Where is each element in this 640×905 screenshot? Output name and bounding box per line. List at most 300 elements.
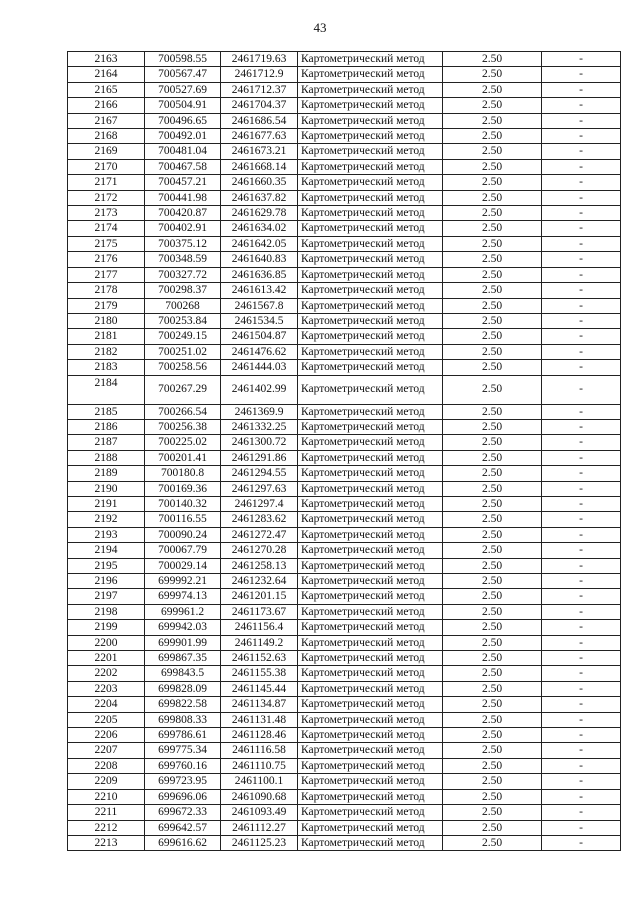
x-coordinate-cell: 700258.56 xyxy=(145,360,221,375)
accuracy-cell: 2.50 xyxy=(443,527,542,542)
method-cell: Картометрический метод xyxy=(298,620,443,635)
y-coordinate-cell: 2461270.28 xyxy=(221,543,298,558)
accuracy-cell: 2.50 xyxy=(443,344,542,359)
table-row xyxy=(68,113,621,128)
note-cell: - xyxy=(542,558,621,573)
y-coordinate-cell: 2461567.8 xyxy=(221,298,298,313)
accuracy-cell: 2.50 xyxy=(443,466,542,481)
accuracy-cell: 2.50 xyxy=(443,113,542,128)
note-cell: - xyxy=(542,175,621,190)
y-coordinate-cell: 2461444.03 xyxy=(221,360,298,375)
accuracy-cell: 2.50 xyxy=(443,651,542,666)
y-coordinate-cell: 2461300.72 xyxy=(221,435,298,450)
x-coordinate-cell: 699808.33 xyxy=(145,712,221,727)
note-cell: - xyxy=(542,267,621,282)
table-row xyxy=(68,635,621,650)
point-number-cell: 2190 xyxy=(68,481,145,496)
note-cell: - xyxy=(542,697,621,712)
table-row xyxy=(68,221,621,236)
table-row xyxy=(68,360,621,375)
point-number-cell: 2173 xyxy=(68,206,145,221)
table-row xyxy=(68,697,621,712)
method-cell: Картометрический метод xyxy=(298,666,443,681)
method-cell: Картометрический метод xyxy=(298,651,443,666)
point-number-cell: 2172 xyxy=(68,190,145,205)
x-coordinate-cell: 699901.99 xyxy=(145,635,221,650)
point-number-cell: 2171 xyxy=(68,175,145,190)
method-cell: Картометрический метод xyxy=(298,527,443,542)
point-number-cell: 2189 xyxy=(68,466,145,481)
note-cell: - xyxy=(542,789,621,804)
point-number-cell: 2199 xyxy=(68,620,145,635)
method-cell: Картометрический метод xyxy=(298,604,443,619)
method-cell: Картометрический метод xyxy=(298,267,443,282)
note-cell: - xyxy=(542,574,621,589)
x-coordinate-cell: 700492.01 xyxy=(145,129,221,144)
x-coordinate-cell: 700116.55 xyxy=(145,512,221,527)
x-coordinate-cell: 699786.61 xyxy=(145,728,221,743)
y-coordinate-cell: 2461719.63 xyxy=(221,52,298,67)
coordinates-table xyxy=(67,51,621,851)
method-cell: Картометрический метод xyxy=(298,360,443,375)
point-number-cell: 2180 xyxy=(68,313,145,328)
note-cell: - xyxy=(542,543,621,558)
note-cell: - xyxy=(542,360,621,375)
method-cell: Картометрический метод xyxy=(298,236,443,251)
method-cell: Картометрический метод xyxy=(298,697,443,712)
accuracy-cell: 2.50 xyxy=(443,789,542,804)
x-coordinate-cell: 700481.04 xyxy=(145,144,221,159)
method-cell: Картометрический метод xyxy=(298,98,443,113)
y-coordinate-cell: 2461677.63 xyxy=(221,129,298,144)
note-cell: - xyxy=(542,67,621,82)
y-coordinate-cell: 2461640.83 xyxy=(221,252,298,267)
point-number-cell: 2182 xyxy=(68,344,145,359)
accuracy-cell: 2.50 xyxy=(443,190,542,205)
table-row xyxy=(68,236,621,251)
x-coordinate-cell: 699672.33 xyxy=(145,805,221,820)
method-cell: Картометрический метод xyxy=(298,712,443,727)
point-number-cell: 2211 xyxy=(68,805,145,820)
x-coordinate-cell: 699723.95 xyxy=(145,774,221,789)
table-row xyxy=(68,604,621,619)
note-cell: - xyxy=(542,159,621,174)
method-cell: Картометрический метод xyxy=(298,558,443,573)
accuracy-cell: 2.50 xyxy=(443,283,542,298)
point-number-cell: 2178 xyxy=(68,283,145,298)
note-cell: - xyxy=(542,728,621,743)
x-coordinate-cell: 700201.41 xyxy=(145,450,221,465)
accuracy-cell: 2.50 xyxy=(443,329,542,344)
y-coordinate-cell: 2461534.5 xyxy=(221,313,298,328)
y-coordinate-cell: 2461258.13 xyxy=(221,558,298,573)
table-row xyxy=(68,267,621,282)
table-row xyxy=(68,175,621,190)
y-coordinate-cell: 2461634.02 xyxy=(221,221,298,236)
y-coordinate-cell: 2461116.58 xyxy=(221,743,298,758)
y-coordinate-cell: 2461093.49 xyxy=(221,805,298,820)
y-coordinate-cell: 2461712.37 xyxy=(221,82,298,97)
table-row xyxy=(68,558,621,573)
table-row xyxy=(68,543,621,558)
y-coordinate-cell: 2461291.86 xyxy=(221,450,298,465)
table-row xyxy=(68,712,621,727)
accuracy-cell: 2.50 xyxy=(443,558,542,573)
note-cell: - xyxy=(542,298,621,313)
point-number-cell: 2174 xyxy=(68,221,145,236)
x-coordinate-cell: 699775.34 xyxy=(145,743,221,758)
method-cell: Картометрический метод xyxy=(298,404,443,419)
point-number-cell: 2194 xyxy=(68,543,145,558)
point-number-cell: 2212 xyxy=(68,820,145,835)
table-row xyxy=(68,435,621,450)
table-row xyxy=(68,743,621,758)
point-number-cell: 2193 xyxy=(68,527,145,542)
x-coordinate-cell: 700225.02 xyxy=(145,435,221,450)
x-coordinate-cell: 700298.37 xyxy=(145,283,221,298)
table-row xyxy=(68,190,621,205)
table-row xyxy=(68,620,621,635)
table-row xyxy=(68,404,621,419)
note-cell: - xyxy=(542,404,621,419)
point-number-cell: 2197 xyxy=(68,589,145,604)
x-coordinate-cell: 700567.47 xyxy=(145,67,221,82)
note-cell: - xyxy=(542,774,621,789)
point-number-cell: 2196 xyxy=(68,574,145,589)
accuracy-cell: 2.50 xyxy=(443,419,542,434)
note-cell: - xyxy=(542,820,621,835)
accuracy-cell: 2.50 xyxy=(443,512,542,527)
note-cell: - xyxy=(542,805,621,820)
point-number-cell: 2187 xyxy=(68,435,145,450)
note-cell: - xyxy=(542,712,621,727)
y-coordinate-cell: 2461294.55 xyxy=(221,466,298,481)
point-number-cell: 2167 xyxy=(68,113,145,128)
table-row xyxy=(68,681,621,696)
method-cell: Картометрический метод xyxy=(298,190,443,205)
accuracy-cell: 2.50 xyxy=(443,206,542,221)
point-number-cell: 2163 xyxy=(68,52,145,67)
x-coordinate-cell: 700090.24 xyxy=(145,527,221,542)
x-coordinate-cell: 700598.55 xyxy=(145,52,221,67)
y-coordinate-cell: 2461201.15 xyxy=(221,589,298,604)
accuracy-cell: 2.50 xyxy=(443,543,542,558)
note-cell: - xyxy=(542,589,621,604)
x-coordinate-cell: 700251.02 xyxy=(145,344,221,359)
x-coordinate-cell: 700457.21 xyxy=(145,175,221,190)
y-coordinate-cell: 2461402.99 xyxy=(221,375,298,404)
note-cell: - xyxy=(542,527,621,542)
x-coordinate-cell: 700467.58 xyxy=(145,159,221,174)
table-row xyxy=(68,481,621,496)
table-row xyxy=(68,450,621,465)
table-row xyxy=(68,206,621,221)
point-number-cell: 2186 xyxy=(68,419,145,434)
method-cell: Картометрический метод xyxy=(298,313,443,328)
x-coordinate-cell: 699867.35 xyxy=(145,651,221,666)
y-coordinate-cell: 2461110.75 xyxy=(221,758,298,773)
method-cell: Картометрический метод xyxy=(298,129,443,144)
method-cell: Картометрический метод xyxy=(298,589,443,604)
x-coordinate-cell: 700375.12 xyxy=(145,236,221,251)
y-coordinate-cell: 2461155.38 xyxy=(221,666,298,681)
method-cell: Картометрический метод xyxy=(298,206,443,221)
method-cell: Картометрический метод xyxy=(298,435,443,450)
x-coordinate-cell: 700348.59 xyxy=(145,252,221,267)
note-cell: - xyxy=(542,283,621,298)
y-coordinate-cell: 2461112.27 xyxy=(221,820,298,835)
table-row xyxy=(68,82,621,97)
accuracy-cell: 2.50 xyxy=(443,728,542,743)
method-cell: Картометрический метод xyxy=(298,681,443,696)
x-coordinate-cell: 700441.98 xyxy=(145,190,221,205)
x-coordinate-cell: 700402.91 xyxy=(145,221,221,236)
point-number-cell: 2170 xyxy=(68,159,145,174)
method-cell: Картометрический метод xyxy=(298,298,443,313)
table-row xyxy=(68,52,621,67)
x-coordinate-cell: 699642.57 xyxy=(145,820,221,835)
note-cell: - xyxy=(542,604,621,619)
point-number-cell: 2200 xyxy=(68,635,145,650)
accuracy-cell: 2.50 xyxy=(443,129,542,144)
note-cell: - xyxy=(542,82,621,97)
note-cell: - xyxy=(542,190,621,205)
accuracy-cell: 2.50 xyxy=(443,604,542,619)
x-coordinate-cell: 699843.5 xyxy=(145,666,221,681)
note-cell: - xyxy=(542,681,621,696)
method-cell: Картометрический метод xyxy=(298,512,443,527)
method-cell: Картометрический метод xyxy=(298,419,443,434)
y-coordinate-cell: 2461668.14 xyxy=(221,159,298,174)
method-cell: Картометрический метод xyxy=(298,774,443,789)
y-coordinate-cell: 2461369.9 xyxy=(221,404,298,419)
x-coordinate-cell: 699828.09 xyxy=(145,681,221,696)
y-coordinate-cell: 2461145.44 xyxy=(221,681,298,696)
point-number-cell: 2202 xyxy=(68,666,145,681)
accuracy-cell: 2.50 xyxy=(443,159,542,174)
note-cell: - xyxy=(542,496,621,511)
point-number-cell: 2168 xyxy=(68,129,145,144)
table-row xyxy=(68,67,621,82)
accuracy-cell: 2.50 xyxy=(443,221,542,236)
accuracy-cell: 2.50 xyxy=(443,175,542,190)
x-coordinate-cell: 700029.14 xyxy=(145,558,221,573)
method-cell: Картометрический метод xyxy=(298,175,443,190)
table-row xyxy=(68,805,621,820)
x-coordinate-cell: 700140.32 xyxy=(145,496,221,511)
y-coordinate-cell: 2461673.21 xyxy=(221,144,298,159)
x-coordinate-cell: 699696.06 xyxy=(145,789,221,804)
method-cell: Картометрический метод xyxy=(298,496,443,511)
y-coordinate-cell: 2461712.9 xyxy=(221,67,298,82)
point-number-cell: 2175 xyxy=(68,236,145,251)
accuracy-cell: 2.50 xyxy=(443,820,542,835)
x-coordinate-cell: 699942.03 xyxy=(145,620,221,635)
accuracy-cell: 2.50 xyxy=(443,252,542,267)
table-row xyxy=(68,344,621,359)
note-cell: - xyxy=(542,113,621,128)
point-number-cell: 2201 xyxy=(68,651,145,666)
method-cell: Картометрический метод xyxy=(298,481,443,496)
y-coordinate-cell: 2461134.87 xyxy=(221,697,298,712)
table-row xyxy=(68,527,621,542)
table-row xyxy=(68,496,621,511)
x-coordinate-cell: 700180.8 xyxy=(145,466,221,481)
note-cell: - xyxy=(542,512,621,527)
accuracy-cell: 2.50 xyxy=(443,298,542,313)
note-cell: - xyxy=(542,221,621,236)
x-coordinate-cell: 699974.13 xyxy=(145,589,221,604)
accuracy-cell: 2.50 xyxy=(443,360,542,375)
accuracy-cell: 2.50 xyxy=(443,267,542,282)
y-coordinate-cell: 2461686.54 xyxy=(221,113,298,128)
point-number-cell: 2177 xyxy=(68,267,145,282)
point-number-cell: 2164 xyxy=(68,67,145,82)
method-cell: Картометрический метод xyxy=(298,728,443,743)
table-row xyxy=(68,419,621,434)
point-number-cell: 2192 xyxy=(68,512,145,527)
accuracy-cell: 2.50 xyxy=(443,835,542,850)
x-coordinate-cell: 700420.87 xyxy=(145,206,221,221)
table-row xyxy=(68,329,621,344)
point-number-cell: 2208 xyxy=(68,758,145,773)
method-cell: Картометрический метод xyxy=(298,344,443,359)
note-cell: - xyxy=(542,98,621,113)
y-coordinate-cell: 2461504.87 xyxy=(221,329,298,344)
table-row xyxy=(68,589,621,604)
x-coordinate-cell: 700496.65 xyxy=(145,113,221,128)
accuracy-cell: 2.50 xyxy=(443,758,542,773)
point-number-cell: 2188 xyxy=(68,450,145,465)
table-row xyxy=(68,651,621,666)
table-row xyxy=(68,835,621,850)
accuracy-cell: 2.50 xyxy=(443,712,542,727)
point-number-cell: 2204 xyxy=(68,697,145,712)
y-coordinate-cell: 2461100.1 xyxy=(221,774,298,789)
accuracy-cell: 2.50 xyxy=(443,67,542,82)
y-coordinate-cell: 2461152.63 xyxy=(221,651,298,666)
y-coordinate-cell: 2461332.25 xyxy=(221,419,298,434)
table-row xyxy=(68,144,621,159)
x-coordinate-cell: 699616.62 xyxy=(145,835,221,850)
accuracy-cell: 2.50 xyxy=(443,666,542,681)
table-row xyxy=(68,252,621,267)
point-number-cell: 2183 xyxy=(68,360,145,375)
note-cell: - xyxy=(542,236,621,251)
note-cell: - xyxy=(542,419,621,434)
y-coordinate-cell: 2461128.46 xyxy=(221,728,298,743)
accuracy-cell: 2.50 xyxy=(443,404,542,419)
y-coordinate-cell: 2461476.62 xyxy=(221,344,298,359)
note-cell: - xyxy=(542,144,621,159)
y-coordinate-cell: 2461642.05 xyxy=(221,236,298,251)
page-number: 43 xyxy=(313,20,327,35)
table-row xyxy=(68,98,621,113)
accuracy-cell: 2.50 xyxy=(443,805,542,820)
table-row xyxy=(68,298,621,313)
accuracy-cell: 2.50 xyxy=(443,635,542,650)
method-cell: Картометрический метод xyxy=(298,466,443,481)
table-row xyxy=(68,758,621,773)
method-cell: Картометрический метод xyxy=(298,113,443,128)
point-number-cell: 2191 xyxy=(68,496,145,511)
note-cell: - xyxy=(542,252,621,267)
accuracy-cell: 2.50 xyxy=(443,481,542,496)
accuracy-cell: 2.50 xyxy=(443,574,542,589)
point-number-cell: 2179 xyxy=(68,298,145,313)
method-cell: Картометрический метод xyxy=(298,82,443,97)
x-coordinate-cell: 699992.21 xyxy=(145,574,221,589)
point-number-cell: 2181 xyxy=(68,329,145,344)
method-cell: Картометрический метод xyxy=(298,805,443,820)
y-coordinate-cell: 2461660.35 xyxy=(221,175,298,190)
table-row xyxy=(68,129,621,144)
method-cell: Картометрический метод xyxy=(298,329,443,344)
accuracy-cell: 2.50 xyxy=(443,743,542,758)
accuracy-cell: 2.50 xyxy=(443,144,542,159)
table-row xyxy=(68,574,621,589)
note-cell: - xyxy=(542,481,621,496)
method-cell: Картометрический метод xyxy=(298,450,443,465)
method-cell: Картометрический метод xyxy=(298,67,443,82)
x-coordinate-cell: 700266.54 xyxy=(145,404,221,419)
method-cell: Картометрический метод xyxy=(298,789,443,804)
y-coordinate-cell: 2461636.85 xyxy=(221,267,298,282)
table-row xyxy=(68,728,621,743)
point-number-cell: 2203 xyxy=(68,681,145,696)
y-coordinate-cell: 2461131.48 xyxy=(221,712,298,727)
y-coordinate-cell: 2461272.47 xyxy=(221,527,298,542)
method-cell: Картометрический метод xyxy=(298,52,443,67)
x-coordinate-cell: 700256.38 xyxy=(145,419,221,434)
method-cell: Картометрический метод xyxy=(298,375,443,404)
accuracy-cell: 2.50 xyxy=(443,236,542,251)
method-cell: Картометрический метод xyxy=(298,758,443,773)
x-coordinate-cell: 699760.16 xyxy=(145,758,221,773)
note-cell: - xyxy=(542,52,621,67)
point-number-cell: 2209 xyxy=(68,774,145,789)
y-coordinate-cell: 2461125.23 xyxy=(221,835,298,850)
method-cell: Картометрический метод xyxy=(298,144,443,159)
x-coordinate-cell: 700504.91 xyxy=(145,98,221,113)
point-number-cell: 2176 xyxy=(68,252,145,267)
y-coordinate-cell: 2461149.2 xyxy=(221,635,298,650)
y-coordinate-cell: 2461090.68 xyxy=(221,789,298,804)
x-coordinate-cell: 700267.29 xyxy=(145,375,221,404)
x-coordinate-cell: 700527.69 xyxy=(145,82,221,97)
note-cell: - xyxy=(542,758,621,773)
x-coordinate-cell: 700253.84 xyxy=(145,313,221,328)
note-cell: - xyxy=(542,666,621,681)
accuracy-cell: 2.50 xyxy=(443,450,542,465)
accuracy-cell: 2.50 xyxy=(443,313,542,328)
point-number-cell: 2166 xyxy=(68,98,145,113)
accuracy-cell: 2.50 xyxy=(443,620,542,635)
note-cell: - xyxy=(542,466,621,481)
table-row xyxy=(68,512,621,527)
y-coordinate-cell: 2461297.63 xyxy=(221,481,298,496)
x-coordinate-cell: 700327.72 xyxy=(145,267,221,282)
accuracy-cell: 2.50 xyxy=(443,82,542,97)
y-coordinate-cell: 2461704.37 xyxy=(221,98,298,113)
y-coordinate-cell: 2461613.42 xyxy=(221,283,298,298)
point-number-cell: 2198 xyxy=(68,604,145,619)
method-cell: Картометрический метод xyxy=(298,252,443,267)
method-cell: Картометрический метод xyxy=(298,283,443,298)
y-coordinate-cell: 2461156.4 xyxy=(221,620,298,635)
x-coordinate-cell: 699822.58 xyxy=(145,697,221,712)
note-cell: - xyxy=(542,313,621,328)
